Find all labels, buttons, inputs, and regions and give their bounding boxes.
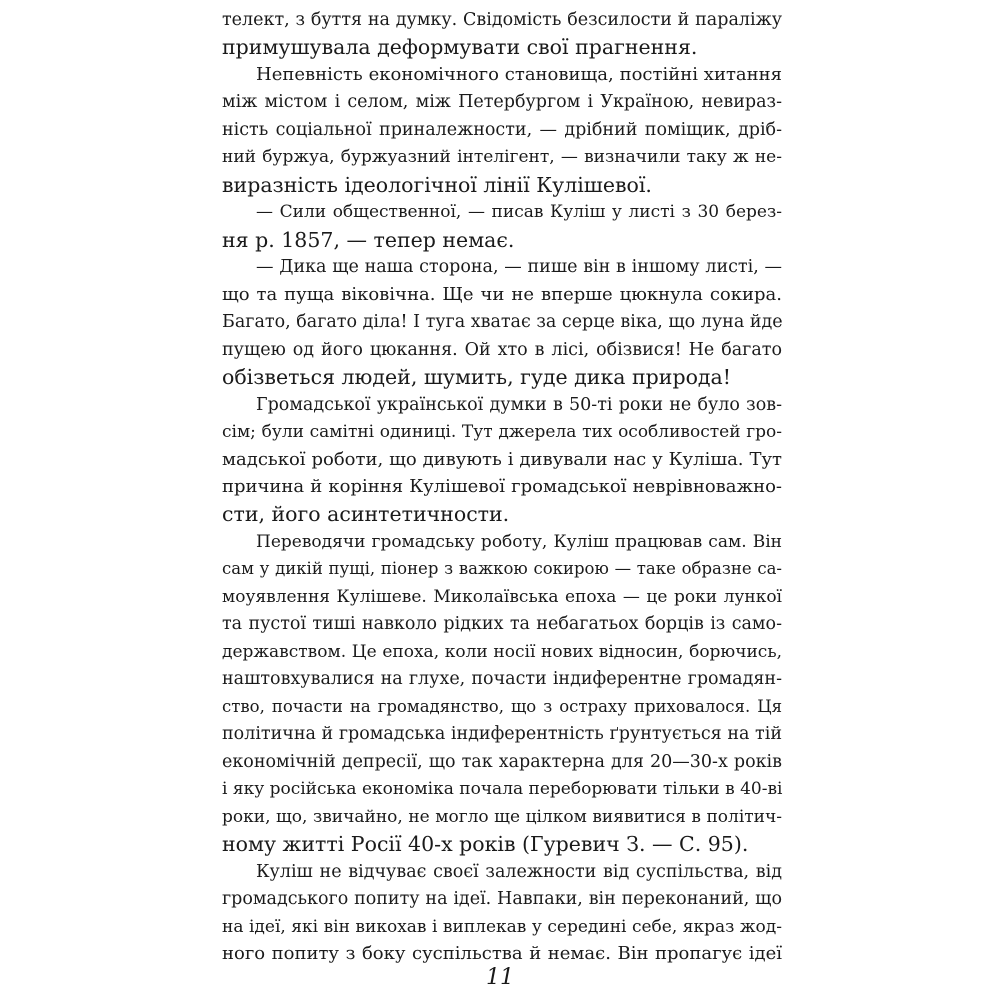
text-line: сім; були самітні одиниці. Тут джерела тих особливостей гро- [222,422,782,442]
text-line: виразність ідеологічної лінії Кулішевої. [222,173,652,197]
text-line: ному житті Росії 40-х років (Гуревич З. — С. 95). [222,832,749,856]
text-line: — Дика ще наша сторона, — пише він в іншому листі, — [256,257,782,277]
text-line: що та пуща віковічна. Ще чи не вперше цюкнула сокира. [222,284,782,305]
text-line: політична й громадська індиферентність ґрунтується на тій [222,724,782,744]
text-line: і яку російська економіка почала переборювати тільки в 40-ві [222,779,783,799]
text-line: мадської роботи, що дивують і дивували нас у Куліша. Тут [222,449,782,470]
text-line: ність соціальної приналежности, — дрібний поміщик, дріб- [222,120,782,140]
text-line: Багато, багато діла! І туга хватає за серце віка, що луна йде [222,312,783,332]
text-line: причина й коріння Кулішевої громадської неврівноважно- [222,476,782,497]
text-line: наштовхувалися на глухе, почасти індиферентне громадян- [222,669,782,689]
text-line: телект, з буття на думку. Свідомість безсилости й параліжу [222,10,782,30]
text-line: економічній депресії, що так характерна для 20—30-х років [222,752,782,772]
text-line: ня р. 1857, — тепер немає. [222,228,515,252]
text-line: громадського попиту на ідеї. Навпаки, він переконаний, що [222,889,782,909]
text-line: ного попиту з боку суспільства й немає. Він пропагує ідеї [222,943,782,964]
text-line: Непевність економічного становища, постійні хитання [256,64,782,85]
text-line: пущею од його цюкання. Ой хто в лісі, обізвися! Не багато [222,340,782,360]
text-line: обізветься людей, шумить, гуде дика природа! [222,365,732,389]
text-line: — Сили общественної, — писав Куліш у листі з 30 берез- [256,202,782,222]
text-line: державством. Це епоха, коли носії нових відносин, борючись, [222,642,782,662]
text-line: ство, почасти на громадянство, що з остраху приховалося. Ця [222,697,782,716]
text-line: сти, його асинтетичности. [222,502,510,526]
text-line: на ідеї, які він викохав і виплекав у середині себе, якраз жод- [222,917,782,937]
text-line: ний буржуа, буржуазний інтелігент, — визначили таку ж не- [222,147,782,167]
text-line: Громадської української думки в 50-ті роки не було зов- [256,395,782,415]
text-line: сам у дикій пущі, піонер з важкою сокирою — таке образне са- [222,559,782,578]
text-line: та пустої тиші навколо рідких та небагатьох борців із само- [222,614,782,634]
text-line: роки, що, звичайно, не могло ще цілком виявитися в політич- [222,807,782,827]
text-line: моуявлення Кулішеве. Миколаївська епоха — це роки лункої [222,587,782,607]
text-line: примушувала деформувати свої прагнення. [222,35,698,59]
text-line: Переводячи громадську роботу, Куліш працював сам. Він [256,532,782,552]
page-number: 11 [486,965,514,990]
text-line: Куліш не відчуває своєї залежности від суспільства, від [256,862,782,882]
text-line: між містом і селом, між Петербургом і Україною, невираз- [222,92,782,112]
